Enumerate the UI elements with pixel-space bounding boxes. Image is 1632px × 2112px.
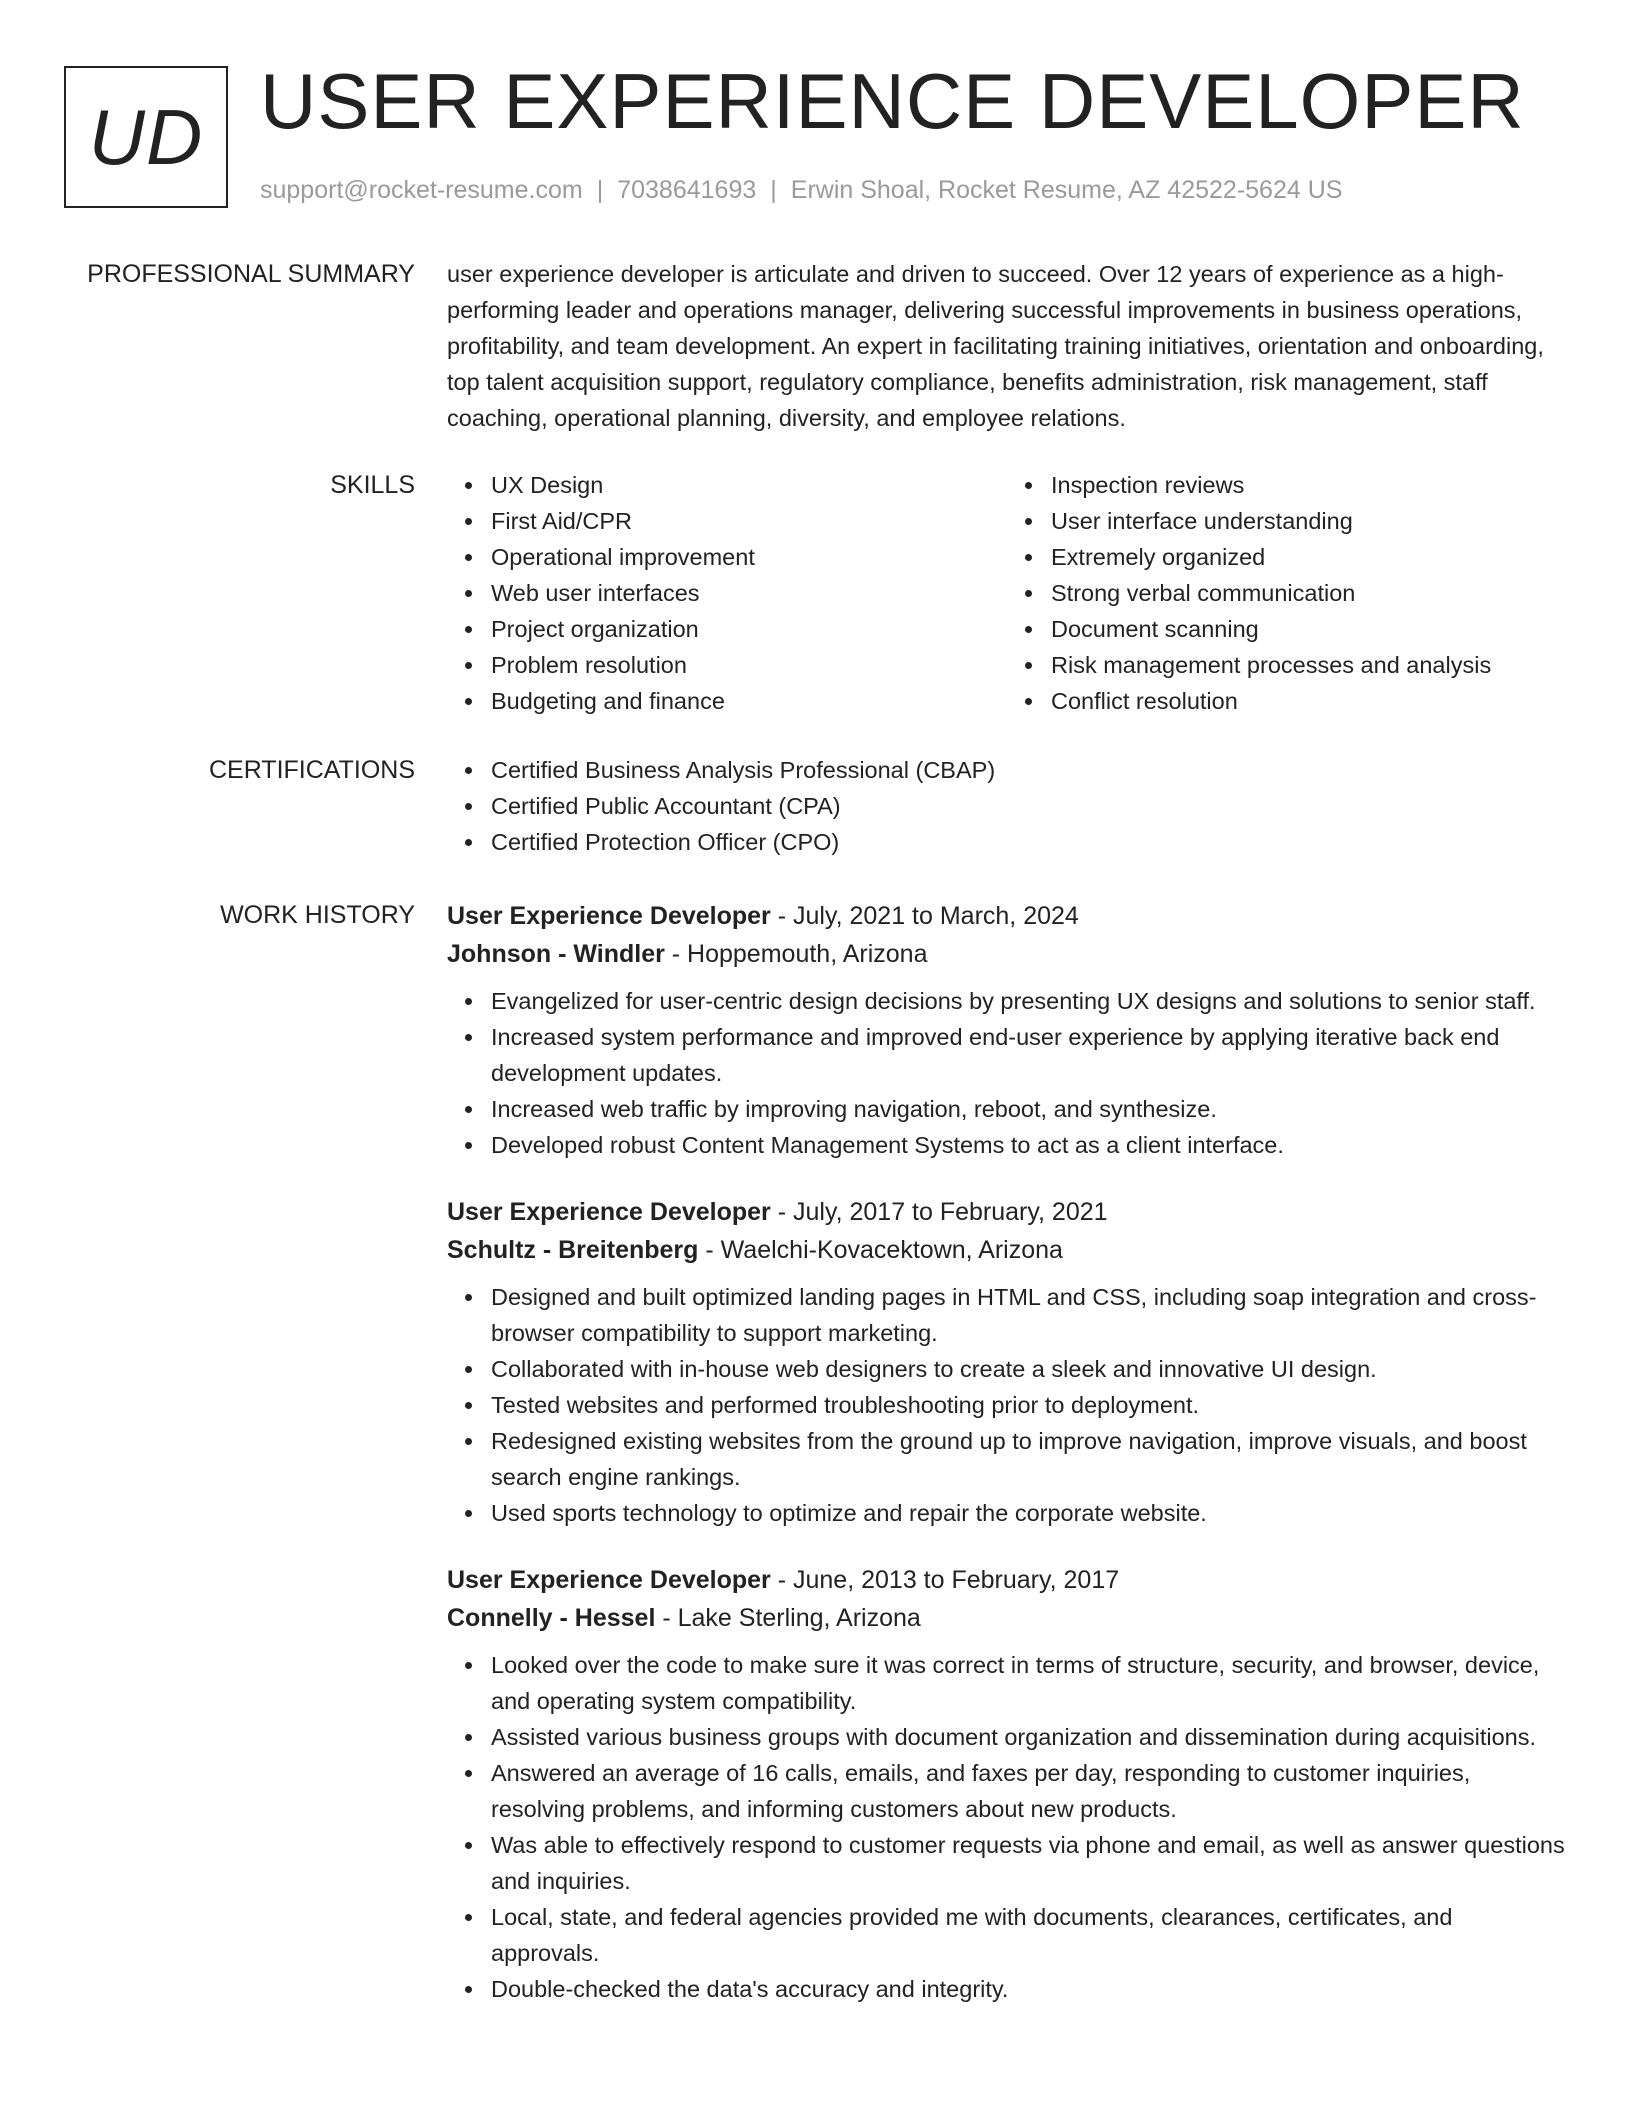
list-item: Double-checked the data's accuracy and integrity. (491, 1971, 1567, 2007)
list-item: Certified Protection Officer (CPO) (491, 824, 1567, 860)
list-item: Redesigned existing websites from the ground up to improve navigation, improve visuals, and boost search engine rankings. (491, 1423, 1567, 1495)
job-title-line (447, 1561, 1567, 1599)
job-company: Schultz - Breitenberg (447, 1236, 699, 1264)
job-location: - Hoppemouth, Arizona (664, 940, 928, 968)
job-entry (447, 1193, 1567, 1531)
work-history-body (447, 897, 1567, 2037)
list-item: Operational improvement (491, 539, 1007, 575)
job-title-line (447, 897, 1567, 935)
certifications-list (447, 752, 1567, 860)
monogram-badge (64, 66, 228, 208)
job-title: User Experience Developer (447, 1198, 771, 1226)
list-item: Increased system performance and improved end-user experience by applying iterative back end development updates. (491, 1019, 1567, 1091)
list-item: Strong verbal communication (1051, 575, 1567, 611)
job-company: Connelly - Hessel (447, 1604, 656, 1632)
list-item: Certified Public Accountant (CPA) (491, 788, 1567, 824)
job-location: - Lake Sterling, Arizona (655, 1604, 921, 1632)
list-item: Risk management processes and analysis (1051, 647, 1567, 683)
list-item: Certified Business Analysis Professional (CBAP) (491, 752, 1567, 788)
monogram-text: UD (88, 92, 204, 181)
job-bullets (447, 983, 1567, 1163)
list-item: Looked over the code to make sure it was correct in terms of structure, security, and browser, device, and operating system compatibility. (491, 1647, 1567, 1719)
job-company-line (447, 1599, 1567, 1637)
skills-body (447, 467, 1567, 719)
job-title-line (447, 1193, 1567, 1231)
list-item: Extremely organized (1051, 539, 1567, 575)
skills-list-left (447, 467, 1007, 719)
list-item: Increased web traffic by improving navigation, reboot, and synthesize. (491, 1091, 1567, 1127)
contact-phone: 7038641693 (617, 176, 757, 204)
list-item: UX Design (491, 467, 1007, 503)
list-item: Tested websites and performed troubleshooting prior to deployment. (491, 1387, 1567, 1423)
list-item: Developed robust Content Management Systems to act as a client interface. (491, 1127, 1567, 1163)
list-item: Problem resolution (491, 647, 1007, 683)
job-dates: - July, 2017 to February, 2021 (770, 1198, 1108, 1226)
job-title: User Experience Developer (447, 902, 771, 930)
job-company-line (447, 935, 1567, 973)
skills-heading: SKILLS (330, 471, 415, 499)
job-company: Johnson - Windler (447, 940, 665, 968)
skills-list-right (1007, 467, 1567, 719)
list-item: Designed and built optimized landing pages in HTML and CSS, including soap integration and cross-browser compatibility to support marketing. (491, 1279, 1567, 1351)
list-item: Was able to effectively respond to customer requests via phone and email, as well as answer questions and inquiries. (491, 1827, 1567, 1899)
certifications-heading: CERTIFICATIONS (208, 756, 415, 784)
job-location: - Waelchi-Kovacektown, Arizona (698, 1236, 1063, 1264)
list-item: Inspection reviews (1051, 467, 1567, 503)
job-company-line (447, 1231, 1567, 1269)
list-item: Conflict resolution (1051, 683, 1567, 719)
job-entry (447, 1561, 1567, 2007)
list-item: Assisted various business groups with document organization and dissemination during acquisitions. (491, 1719, 1567, 1755)
job-bullets (447, 1647, 1567, 2007)
job-title: User Experience Developer (447, 1566, 771, 1594)
work-history-heading: WORK HISTORY (220, 901, 415, 929)
contact-address: Erwin Shoal, Rocket Resume, AZ 42522-5624 US (790, 176, 1343, 204)
list-item: Collaborated with in-house web designers to create a sleek and innovative UI design. (491, 1351, 1567, 1387)
list-item: Web user interfaces (491, 575, 1007, 611)
job-dates: - July, 2021 to March, 2024 (770, 902, 1079, 930)
job-entry (447, 897, 1567, 1163)
list-item: User interface understanding (1051, 503, 1567, 539)
list-item: Document scanning (1051, 611, 1567, 647)
list-item: Local, state, and federal agencies provided me with documents, clearances, certificates, and approvals. (491, 1899, 1567, 1971)
contact-line (260, 174, 1342, 206)
summary-heading: PROFESSIONAL SUMMARY (87, 260, 415, 288)
list-item: Project organization (491, 611, 1007, 647)
contact-separator: | (770, 176, 777, 204)
list-item: Budgeting and finance (491, 683, 1007, 719)
job-dates: - June, 2013 to February, 2017 (770, 1566, 1120, 1594)
list-item: Evangelized for user-centric design decisions by presenting UX designs and solutions to senior staff. (491, 983, 1567, 1019)
resume-title: USER EXPERIENCE DEVELOPER (260, 57, 1525, 145)
summary-text: user experience developer is articulate and driven to succeed. Over 12 years of experience as a high-performing leader and operations manager, delivering successful improvements in business operations, profitability, and team development. An expert in facilitating training initiatives, orientation and onboarding, top talent acquisition support, regulatory compliance, benefits administration, risk management, staff coaching, operational planning, diversity, and employee relations. (447, 261, 1544, 431)
contact-email: support@rocket-resume.com (260, 176, 583, 204)
list-item: Used sports technology to optimize and repair the corporate website. (491, 1495, 1567, 1531)
contact-separator: | (596, 176, 604, 204)
list-item: First Aid/CPR (491, 503, 1007, 539)
certifications-body (447, 752, 1567, 860)
summary-body (447, 256, 1567, 436)
list-item: Answered an average of 16 calls, emails, and faxes per day, responding to customer inquiries, resolving problems, and informing customers about new products. (491, 1755, 1567, 1827)
job-bullets (447, 1279, 1567, 1531)
